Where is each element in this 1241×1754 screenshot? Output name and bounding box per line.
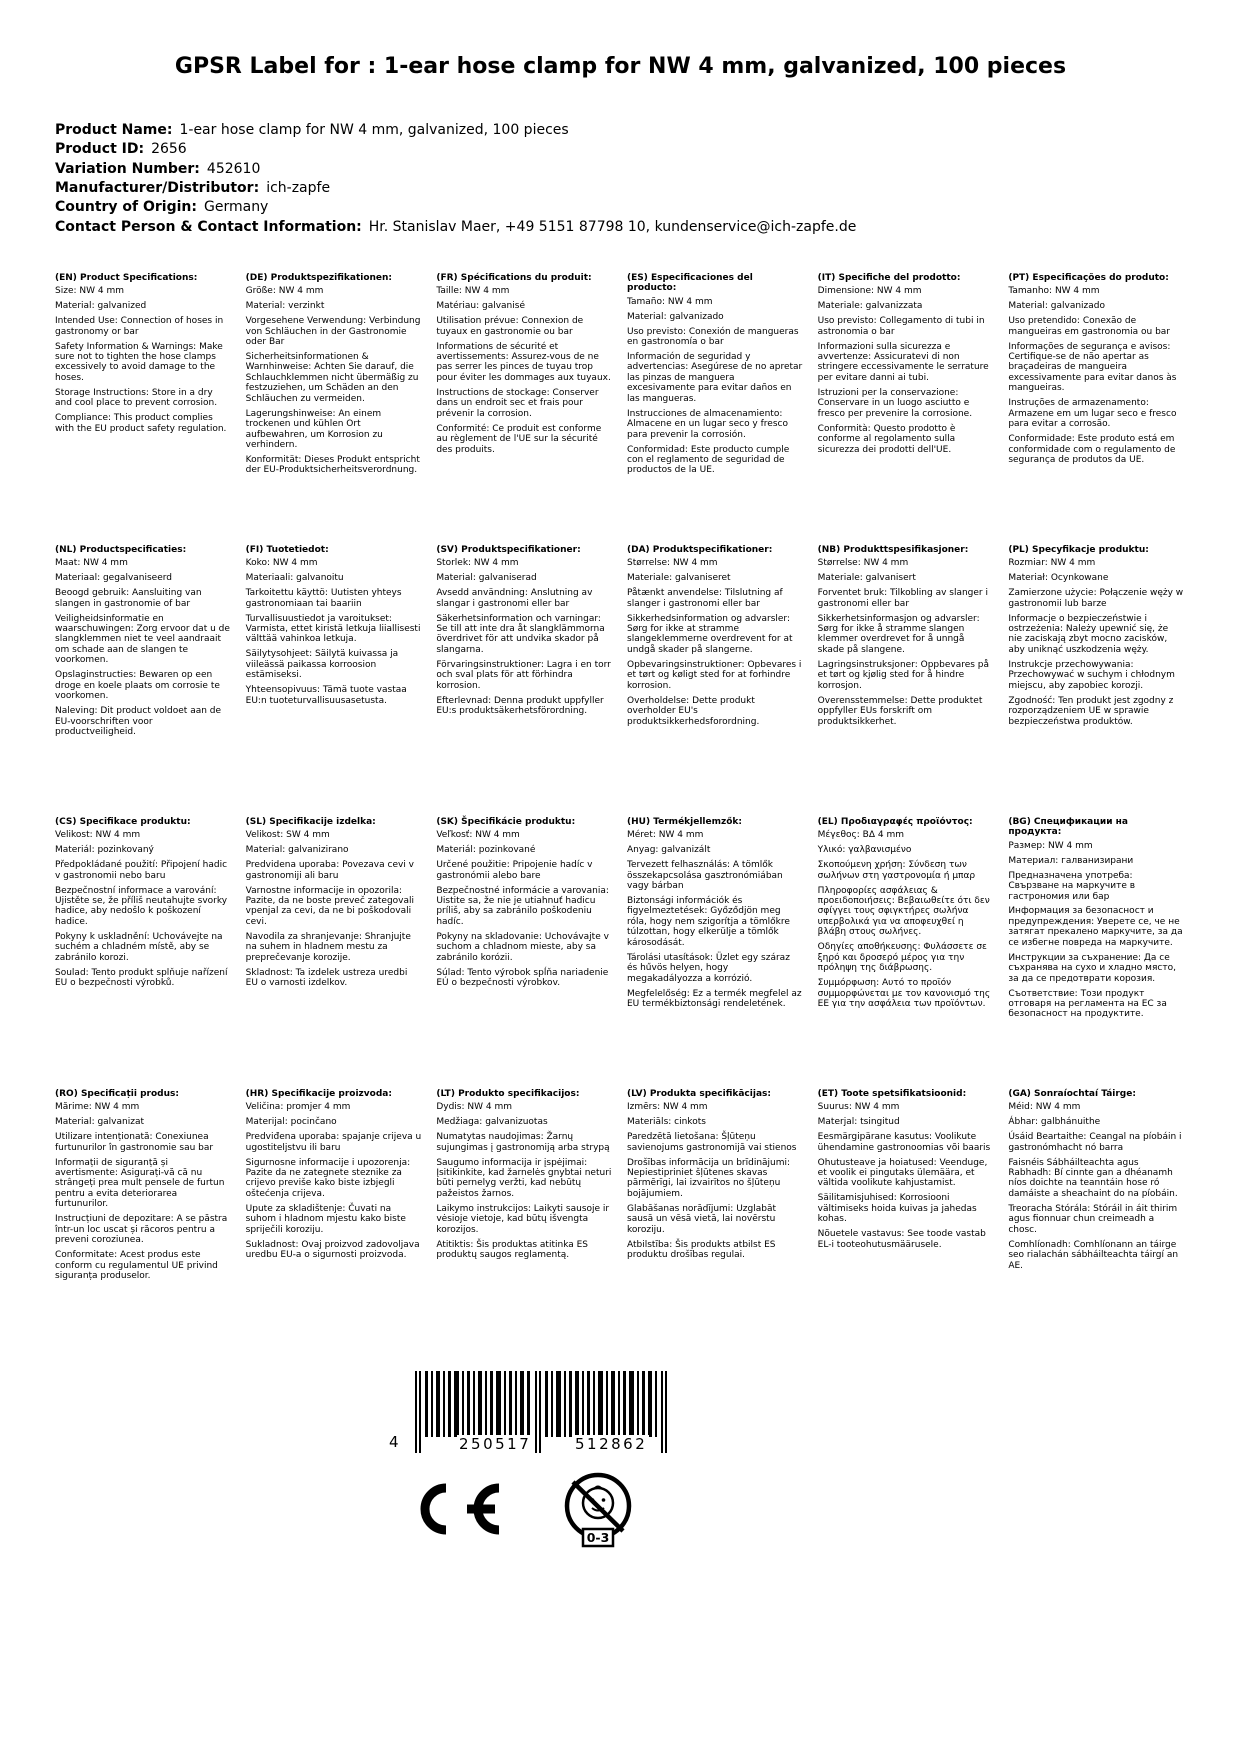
contact-row <box>55 218 1186 237</box>
spec-paragraph: Overensstemmelse: Dette produktet oppfyller EUs forskrift om produktsikkerhet. <box>817 695 983 727</box>
spec-paragraph: Konformität: Dieses Produkt entspricht der EU-Produktsicherheitsverordnung. <box>245 454 420 476</box>
age-warning-0-3-icon <box>561 1467 637 1553</box>
spec-paragraph: Størrelse: NW 4 mm <box>627 558 718 569</box>
language-block-et <box>818 1089 996 1255</box>
language-block-ro <box>55 1089 233 1286</box>
age-warning-label: 0-3 <box>586 1529 610 1545</box>
product-id-value: 2656 <box>151 141 187 158</box>
spec-paragraph: Size: NW 4 mm <box>55 286 124 297</box>
language-block-sv <box>436 545 614 721</box>
spec-paragraph: Съответствие: Този продукт отговаря на регламента на ЕС за безопасност на продуктите. <box>1008 988 1167 1020</box>
spec-paragraph: Saugumo informacija ir įspėjimai: Įsitikinkite, kad žarnelės gnybtai neturi būti pernelyg veržti, kad nebūtų pažeistos žarnos. <box>436 1157 612 1199</box>
spec-paragraph: Uso pretendido: Conexão de mangueiras em gastronomia ou bar <box>1008 316 1171 337</box>
spec-paragraph: Materiale: galvaniseret <box>627 573 731 584</box>
language-block-da <box>627 545 805 732</box>
spec-paragraph: Matériau: galvanisé <box>436 301 525 312</box>
spec-paragraph: Opslaginstructies: Bewaren op een droge en koele plaats om corrosie te voorkomen. <box>55 670 220 702</box>
spec-paragraph: Informații de siguranță și avertismente: Asigurați-vă că nu strângeți prea mult pensele de furtun pentru a evita deteriorarea furtunurilor. <box>55 1157 225 1210</box>
spec-paragraph: Maat: NW 4 mm <box>55 558 128 569</box>
spec-paragraph: Materiaal: gegalvaniseerd <box>55 573 173 584</box>
spec-paragraph: Instruções de armazenamento: Armazene em um lugar seco e fresco para evitar a corrosão. <box>1008 398 1177 430</box>
spec-paragraph: Sikkerhedsinformation og advarsler: Sørg for ikke at stramme slangeklemmerne overdrevent for at undgå skader på slangerne. <box>627 613 793 655</box>
barcode-group1-digits: 250517 <box>459 1434 532 1453</box>
spec-paragraph: Tervezett felhasználás: A tömlők összekapcsolása gasztronómiában vagy bárban <box>627 860 783 892</box>
spec-paragraph: Koko: NW 4 mm <box>245 558 318 569</box>
spec-paragraph: Lagringsinstruksjoner: Oppbevares på et tørt og kjølig sted for å hindre korrosjon. <box>817 659 990 691</box>
spec-paragraph: Material: galvanizat <box>55 1117 144 1128</box>
language-block-header: (LV) Produkta specifikācijas: <box>627 1088 771 1099</box>
spec-paragraph: Safety Information & Warnings: Make sure not to tighten the hose clamps excessively to avoid damage to the hoses. <box>55 341 223 383</box>
spec-paragraph: Sicherheitsinformationen & Warnhinweise: Achten Sie darauf, die Schlauchklemmen nicht übermäßig zu festzuziehen, um Schäden an den Schläuchen zu vermeiden. <box>245 352 419 404</box>
product-id-row <box>55 140 1186 159</box>
spec-paragraph: Υλικό: γαλβανισμένο <box>817 845 912 856</box>
spec-paragraph: Treoracha Stórála: Stóráil in áit thirim agus fionnuar chun creimeadh a chosc. <box>1008 1203 1178 1235</box>
spec-paragraph: Material: galvanizirano <box>245 845 349 856</box>
spec-paragraph: Tarkoitettu käyttö: Uutisten yhteys gastronomiaan tai baariin <box>245 588 402 609</box>
language-block-de <box>246 273 424 480</box>
language-block-body <box>818 1102 994 1250</box>
spec-paragraph: Numatytas naudojimas: Žarnų sujungimas į gastronomiją arba strypą <box>436 1132 610 1153</box>
language-block-hr <box>246 1089 424 1265</box>
spec-paragraph: Μέγεθος: ΒΔ 4 mm <box>817 830 904 841</box>
spec-paragraph: Veiligheidsinformatie en waarschuwingen: Zorg ervoor dat u de slangklemmen niet te veel aandraait om schade aan de slangen te voorkomen. <box>55 613 230 666</box>
language-block-header: (GA) Sonraíochtaí Táirge: <box>1008 1088 1136 1099</box>
language-block-nl <box>55 545 233 742</box>
language-block-body <box>818 286 994 455</box>
spec-paragraph: Pokyny na skladovanie: Uchovávajte v suchom a chladnom mieste, aby sa zabránilo korózii. <box>436 931 609 963</box>
spec-paragraph: Suurus: NW 4 mm <box>817 1102 900 1113</box>
language-block-header: (CS) Specifikace produktu: <box>55 816 191 827</box>
spec-paragraph: Materiale: galvanisert <box>817 573 916 584</box>
language-block-body <box>246 286 422 476</box>
spec-paragraph: Οδηγίες αποθήκευσης: Φυλάσσετε σε ξηρό και δροσερό μέρος για την πρόληψη της διάβρωσης. <box>817 942 987 974</box>
spec-paragraph: Πληροφορίες ασφάλειας & προειδοποιήσεις: Βεβαιωθείτε ότι δεν σφίγγει τους σφιγκτήρες σωλήνα υπερβολικά για να αποφευχθεί η βλάβη στους σωλήνες. <box>817 885 990 938</box>
spec-paragraph: Turvallisuustiedot ja varoitukset: Varmista, ettet kiristä letkuja liiallisesti välttää vahinkoa letkuja. <box>245 613 421 645</box>
spec-paragraph: Tamanho: NW 4 mm <box>1008 286 1100 297</box>
spec-paragraph: Mărime: NW 4 mm <box>55 1102 140 1113</box>
spec-paragraph: Dimensione: NW 4 mm <box>817 286 922 297</box>
spec-paragraph: Utilizare intenționată: Conexiunea furtunurilor în gastronomie sau bar <box>55 1132 214 1153</box>
language-block-header: (BG) Спецификации на продукта: <box>1008 816 1128 838</box>
manufacturer-row <box>55 179 1186 198</box>
spec-paragraph: Soulad: Tento produkt splňuje nařízení EU o bezpečnosti výrobků. <box>55 967 228 989</box>
spec-paragraph: Material: galvanizado <box>1008 301 1106 312</box>
spec-paragraph: Overholdelse: Dette produkt overholder EU's produktsikkerhedsforordning. <box>627 695 760 727</box>
spec-paragraph: Glabāšanas norādījumi: Uzglabāt sausā un vēsā vietā, lai novērstu koroziju. <box>627 1203 776 1235</box>
spec-paragraph: Medžiaga: galvanizuotas <box>436 1117 548 1128</box>
country-of-origin-value: Germany <box>204 199 269 216</box>
product-id-label: Product ID: <box>55 141 145 158</box>
spec-paragraph: Uso previsto: Conexión de mangueras en gastronomía o bar <box>627 326 799 348</box>
language-block-body <box>436 558 612 716</box>
language-block-fi <box>246 545 424 711</box>
spec-paragraph: Predvidena uporaba: Povezava cevi v gastronomiji ali baru <box>245 860 415 881</box>
spec-paragraph: Méid: NW 4 mm <box>1008 1102 1081 1113</box>
spec-paragraph: Materjal: tsingitud <box>817 1117 900 1128</box>
language-block-body <box>55 558 231 737</box>
spec-paragraph: Veľkosť: NW 4 mm <box>436 830 520 841</box>
spec-paragraph: Материал: галванизирани <box>1008 855 1134 866</box>
spec-paragraph: Efterlevnad: Denna produkt uppfyller EU:s produktsäkerhetsförordning. <box>436 695 604 717</box>
language-block-header: (FR) Spécifications du produit: <box>436 272 592 283</box>
spec-paragraph: Lagerungshinweise: An einem trockenen und kühlen Ort aufbewahren, um Korrosion zu verhindern. <box>245 408 383 451</box>
spec-paragraph: Conformité: Ce produit est conforme au règlement de l'UE sur la sécurité des produits. <box>436 423 602 455</box>
spec-paragraph: Förvaringsinstruktioner: Lagra i en torr och sval plats för att förhindra korrosion. <box>436 659 611 691</box>
spec-paragraph: Yhteensopivuus: Tämä tuote vastaa EU:n tuoteturvallisuusasetusta. <box>245 685 407 706</box>
spec-paragraph: Ohutusteave ja hoiatused: Veenduge, et voolik ei pingutaks ülemäära, et vältida voolikute kahjustamist. <box>817 1157 988 1189</box>
spec-paragraph: Påtænkt anvendelse: Tilslutning af slanger i gastronomi eller bar <box>627 588 783 609</box>
spec-paragraph: Velikost: NW 4 mm <box>55 830 141 841</box>
language-block-sk <box>436 817 614 993</box>
language-block-header: (SL) Specifikacije izdelka: <box>245 816 376 827</box>
language-block-header: (RO) Specificații produs: <box>55 1088 179 1099</box>
language-block-header: (PL) Specyfikacje produktu: <box>1008 544 1149 555</box>
spec-paragraph: Storage Instructions: Store in a dry and cool place to prevent corrosion. <box>55 387 218 409</box>
spec-paragraph: Conformidad: Este producto cumple con el reglamento de seguridad de productos de la UE. <box>627 444 790 476</box>
country-of-origin-label: Country of Origin: <box>55 199 197 216</box>
bottom-section <box>55 1361 1186 1681</box>
spec-paragraph: Vorgesehene Verwendung: Verbindung von Schläuchen in der Gastronomie oder Bar <box>245 316 421 348</box>
language-block-header: (ES) Especificaciones del producto: <box>627 272 753 294</box>
spec-paragraph: Informations de sécurité et avertissements: Assurez-vous de ne pas serrer les pinces de tuyau trop pour éviter les dommages aux tuyaux. <box>436 341 611 383</box>
language-block-header: (FI) Tuotetiedot: <box>245 544 329 555</box>
language-block-cs <box>55 817 233 993</box>
spec-paragraph: Eesmärgipärane kasutus: Voolikute ühendamine gastronoomias või baaris <box>817 1132 991 1153</box>
spec-paragraph: Instructions de stockage: Conserver dans un endroit sec et frais pour prévenir la corrosion. <box>436 387 599 419</box>
manufacturer-value: ich-zapfe <box>266 179 331 196</box>
spec-paragraph: Información de seguridad y advertencias: Asegúrese de no apretar las pinzas de manguera excesivamente para evitar daños en las mangueras. <box>627 352 803 404</box>
spec-paragraph: Materiál: pozinkované <box>436 845 536 856</box>
spec-paragraph: Rozmiar: NW 4 mm <box>1008 558 1096 569</box>
spec-paragraph: Säilytysohjeet: Säilytä kuivassa ja viileässä paikassa korroosion estämiseksi. <box>245 649 399 681</box>
language-block-body <box>1008 558 1184 727</box>
language-block-lv <box>627 1089 805 1265</box>
language-block-body <box>436 830 612 988</box>
product-name-value: 1-ear hose clamp for NW 4 mm, galvanized, 100 pieces <box>179 122 569 139</box>
spec-paragraph: Nõuetele vastavus: See toode vastab EL-i tooteohutusmäärusele. <box>817 1229 986 1250</box>
spec-paragraph: Súlad: Tento výrobok spĺňa nariadenie EÚ o bezpečnosti výrobkov. <box>436 967 609 989</box>
spec-paragraph: Navodila za shranjevanje: Shranjujte na suhem in hladnem mestu za preprečevanje korozije. <box>245 931 411 963</box>
spec-paragraph: Biztonsági információk és figyelmeztetések: Győződjön meg róla, hogy nem szigorítja a tömlőkre túlzottan, hogy elkerülje a tömlők károsodását. <box>627 896 790 948</box>
contact-label: Contact Person & Contact Information: <box>55 218 362 235</box>
spec-paragraph: Predviđena uporaba: spajanje crijeva u ugostiteljstvu ili baru <box>245 1132 422 1153</box>
spec-paragraph: Material: galvanized <box>55 301 147 312</box>
spec-paragraph: Materijal: pocinčano <box>245 1117 337 1128</box>
spec-paragraph: Информация за безопасност и предупреждения: Уверете се, че не затягат прекалено маркучите, за да се избегне повреда на маркучите. <box>1008 906 1183 948</box>
spec-paragraph: Bezpečnostní informace a varování: Ujistěte se, že příliš neutahujte svorky hadice, aby nedošlo k poškození hadice. <box>55 885 228 927</box>
spec-paragraph: Størrelse: NW 4 mm <box>817 558 909 569</box>
language-block-body <box>55 1102 231 1281</box>
spec-paragraph: Istruzioni per la conservazione: Conservare in un luogo asciutto e fresco per prevenire la corrosione. <box>817 387 973 419</box>
spec-paragraph: Megfelelőség: Ez a termék megfelel az EU termékbiztonsági rendeletének. <box>627 988 802 1009</box>
language-block-header: (SV) Produktspecifikationer: <box>436 544 581 555</box>
spec-paragraph: Atitiktis: Šis produktas atitinka ES produktų saugos reglamentą. <box>436 1239 589 1261</box>
spec-paragraph: Informazioni sulla sicurezza e avvertenze: Assicuratevi di non stringere eccessivamente le serrature per evitare danni ai tubi. <box>817 341 989 383</box>
spec-paragraph: Izmērs: NW 4 mm <box>627 1102 708 1113</box>
spec-paragraph: Zgodność: Ten produkt jest zgodny z rozporządzeniem UE w sprawie bezpieczeństwa produktów. <box>1008 695 1174 727</box>
language-block-it <box>818 273 996 460</box>
spec-paragraph: Material: galvaniserad <box>436 573 537 584</box>
spec-paragraph: Avsedd användning: Anslutning av slangar i gastronomi eller bar <box>436 588 593 609</box>
spec-paragraph: Informacje o bezpieczeństwie i ostrzeżenia: Należy upewnić się, że nie zaciskają zbyt mocno zacisków, aby uniknąć uszkodzenia węży. <box>1008 613 1169 655</box>
language-block-header: (DE) Produktspezifikationen: <box>245 272 393 283</box>
spec-paragraph: Conformitate: Acest produs este conform cu regulamentul UE privind siguranța produselor. <box>55 1250 218 1281</box>
language-block-header: (EN) Product Specifications: <box>55 272 198 283</box>
language-block-body <box>246 558 422 706</box>
spec-paragraph: Předpokládané použití: Připojení hadic v gastronomii nebo baru <box>55 860 228 881</box>
spec-paragraph: Veličina: promjer 4 mm <box>245 1102 351 1113</box>
spec-paragraph: Utilisation prévue: Connexion de tuyaux en gastronomie ou bar <box>436 316 584 337</box>
language-block-body <box>246 830 422 988</box>
ce-mark-icon <box>405 1479 509 1539</box>
language-block-header: (IT) Specifiche del prodotto: <box>817 272 961 283</box>
language-grid <box>55 273 1186 1361</box>
spec-paragraph: Méret: NW 4 mm <box>627 830 704 841</box>
language-block-pl <box>1008 545 1186 732</box>
spec-paragraph: Paredzētā lietošana: Šļūteņu savienojums gastronomijā vai stienos <box>627 1132 797 1153</box>
product-name-row <box>55 121 1186 140</box>
spec-paragraph: Zamierzone użycie: Połączenie węży w gastronomii lub barze <box>1008 588 1184 609</box>
spec-paragraph: Conformidade: Este produto está em conformidade com o regulamento de segurança de produtos da UE. <box>1008 434 1176 465</box>
language-block-body <box>1008 286 1184 465</box>
language-block-header: (LT) Produkto specifikacijos: <box>436 1088 580 1099</box>
spec-paragraph: Säkerhetsinformation och varningar: Se till att inte dra åt slangklämmorna överdrivet för att undvika skador på slangarna. <box>436 613 605 655</box>
spec-paragraph: Предназначена употреба: Свързване на маркучите в гастрономия или бар <box>1008 870 1136 902</box>
language-block-body <box>627 558 803 727</box>
spec-paragraph: Určené použitie: Pripojenie hadíc v gastronómii alebo bare <box>436 860 593 881</box>
spec-paragraph: Naleving: Dit product voldoet aan de EU-voorschriften voor productveiligheid. <box>55 706 222 737</box>
spec-paragraph: Forventet bruk: Tilkobling av slanger i gastronomi eller bar <box>817 588 988 609</box>
spec-paragraph: Συμμόρφωση: Αυτό το προϊόν συμμορφώνεται με τον κανονισμό της ΕΕ για την ασφάλεια των προϊόντων. <box>817 978 991 1009</box>
language-block-header: (HR) Specifikacije proizvoda: <box>245 1088 392 1099</box>
spec-paragraph: Инструкции за съхранение: Да се съхранява на сухо и хладно място, за да се предотврати корозия. <box>1008 952 1176 984</box>
language-block-header: (EL) Προδιαγραφές προϊόντος: <box>817 816 973 827</box>
language-block-pt <box>1008 273 1186 470</box>
spec-paragraph: Instrucciones de almacenamiento: Almacene en un lugar seco y fresco para prevenir la corrosión. <box>627 408 788 440</box>
language-block-body <box>818 830 994 1009</box>
spec-paragraph: Faisnéis Sábháilteachta agus Rabhadh: Bí cinnte gan a dhéanamh níos doichte na teanntáin hose ró damáiste a sheachaint do na píobáin. <box>1008 1157 1178 1199</box>
spec-paragraph: Tamaño: NW 4 mm <box>627 296 713 307</box>
spec-paragraph: Materiaali: galvanoitu <box>245 573 344 584</box>
language-block-header: (SK) Špecifikácie produktu: <box>436 816 576 827</box>
spec-paragraph: Atbilstība: Šis produkts atbilst ES produktu drošības regulai. <box>627 1239 776 1261</box>
spec-paragraph: Instrukcje przechowywania: Przechowywać w suchym i chłodnym miejscu, aby zapobiec korozji. <box>1008 659 1175 691</box>
language-block-header: (DA) Produktspecifikationer: <box>627 544 773 555</box>
language-block-header: (HU) Termékjellemzők: <box>627 816 743 827</box>
spec-paragraph: Pokyny k uskladnění: Uchovávejte na suchém a chladném místě, aby se zabránilo korozi. <box>55 931 223 963</box>
language-block-header: (PT) Especificações do produto: <box>1008 272 1169 283</box>
spec-paragraph: Dydis: NW 4 mm <box>436 1102 512 1113</box>
spec-paragraph: Instrucțiuni de depozitare: A se păstra într-un loc uscat și răcoros pentru a preveni coroziunea. <box>55 1214 228 1246</box>
language-block-body <box>627 830 803 1009</box>
language-block-header: (NL) Productspecificaties: <box>55 544 187 555</box>
spec-paragraph: Säilitamisjuhised: Korrosiooni vältimiseks hoida kuivas ja jahedas kohas. <box>817 1193 977 1225</box>
spec-paragraph: Sukladnost: Ovaj proizvod zadovoljava uredbu EU-a o sigurnosti proizvoda. <box>245 1239 420 1261</box>
spec-paragraph: Σκοπούμενη χρήση: Σύνδεση των σωλήνων στη γαστρονομία ή μπαρ <box>817 860 976 881</box>
spec-paragraph: Drošības informācija un brīdinājumi: Nepiestipriniet šļūtenes skavas pārmērīgi, lai izvairītos no šļūteņu bojājumiem. <box>627 1157 791 1199</box>
spec-paragraph: Velikost: SW 4 mm <box>245 830 330 841</box>
variation-number-value: 452610 <box>206 160 261 177</box>
spec-paragraph: Compliance: This product complies with the EU product safety regulation. <box>55 413 227 434</box>
language-block-nb <box>818 545 996 732</box>
spec-paragraph: Uso previsto: Collegamento di tubi in astronomia o bar <box>817 316 985 337</box>
language-block-body <box>436 1102 612 1260</box>
language-block-body <box>818 558 994 727</box>
spec-paragraph: Размер: NW 4 mm <box>1008 840 1093 851</box>
language-block-ga <box>1008 1089 1186 1276</box>
spec-paragraph: Upute za skladištenje: Čuvati na suhom i hladnom mjestu kako biste spriječili koroziju. <box>245 1203 406 1235</box>
barcode-prefix-digit: 4 <box>389 1432 399 1451</box>
language-block-body <box>55 830 231 988</box>
spec-paragraph: Úsáid Beartaithe: Ceangal na píobáin i gastronómhacht nó barra <box>1008 1132 1182 1153</box>
language-block-el <box>818 817 996 1014</box>
language-block-sl <box>246 817 424 993</box>
spec-paragraph: Conformità: Questo prodotto è conforme al regolamento sulla sicurezza dei prodotti dell'UE. <box>817 423 956 455</box>
page-title: GPSR Label for : 1-ear hose clamp for NW 4 mm, galvanized, 100 pieces <box>174 54 1067 79</box>
manufacturer-label: Manufacturer/Distributor: <box>55 179 260 196</box>
product-name-label: Product Name: <box>55 122 173 139</box>
age-warning-mark <box>561 1467 637 1557</box>
spec-paragraph: Laikymo instrukcijos: Laikyti sausoje ir vėsioje vietoje, kad būtų išvengta korozijos. <box>436 1203 610 1235</box>
variation-number-label: Variation Number: <box>55 160 200 177</box>
barcode <box>385 1371 695 1463</box>
spec-paragraph: Sigurnosne informacije i upozorenja: Pazite da ne zategnete steznike za crijevo previše kako biste izbjegli oštećenja crijeva. <box>245 1157 411 1199</box>
spec-paragraph: Varnostne informacije in opozorila: Pazite, da ne boste preveč zategovali vpenjal za cevi, da ne bi poškodovali cevi. <box>245 885 415 927</box>
spec-paragraph: Storlek: NW 4 mm <box>436 558 519 569</box>
language-block-body <box>1008 1102 1184 1271</box>
variation-number-row <box>55 160 1186 179</box>
language-block-hu <box>627 817 805 1014</box>
spec-paragraph: Comhlíonadh: Comhlíonann an táirge seo rialachán sábháilteachta táirgí an AE. <box>1008 1239 1179 1271</box>
language-block-fr <box>436 273 614 460</box>
spec-paragraph: Anyag: galvanizált <box>627 845 711 856</box>
spec-paragraph: Material: verzinkt <box>245 301 325 312</box>
spec-paragraph: Sikkerhetsinformasjon og advarsler: Sørg for ikke å stramme slangen klemmer overdrevet for å unngå skade på slangene. <box>817 613 980 655</box>
language-block-header: (NB) Produkttspesifikasjoner: <box>817 544 969 555</box>
spec-paragraph: Materiāls: cinkots <box>627 1117 706 1128</box>
spec-paragraph: Tárolási utasítások: Üzlet egy száraz és hűvös helyen, hogy megakadályozza a korrózió. <box>627 952 790 984</box>
spec-paragraph: Intended Use: Connection of hoses in gastronomy or bar <box>55 316 224 337</box>
spec-paragraph: Materiál: pozinkovaný <box>55 845 154 856</box>
spec-paragraph: Informações de segurança e avisos: Certifique-se de não apertar as braçadeiras de mangueira excessivamente para evitar danos às mangueiras. <box>1008 341 1177 394</box>
spec-paragraph: Größe: NW 4 mm <box>245 286 324 297</box>
spec-paragraph: Bezpečnostné informácie a varovania: Uistite sa, že nie je utiahnuť hadicu príliš, aby sa zabránilo poškodeniu hadíc. <box>436 885 609 927</box>
language-block-body <box>55 286 231 434</box>
language-block-body <box>627 297 803 476</box>
language-block-body <box>1008 841 1184 1020</box>
spec-paragraph: Ábhar: galbhánuithe <box>1008 1117 1101 1128</box>
language-block-body <box>246 1102 422 1260</box>
country-of-origin-row <box>55 198 1186 217</box>
spec-paragraph: Beoogd gebruik: Aansluiting van slangen in gastronomie of bar <box>55 588 202 609</box>
barcode-group2-digits: 512862 <box>575 1434 648 1453</box>
spec-paragraph: Taille: NW 4 mm <box>436 286 510 297</box>
product-info <box>55 121 1186 237</box>
contact-value: Hr. Stanislav Maer, +49 5151 87798 10, kundenservice@ich-zapfe.de <box>368 218 857 235</box>
spec-paragraph: Skladnost: Ta izdelek ustreza uredbi EU o varnosti izdelkov. <box>245 967 408 989</box>
language-block-header: (ET) Toote spetsifikatsioonid: <box>817 1088 967 1099</box>
spec-paragraph: Material: galvanizado <box>627 311 724 322</box>
language-block-body <box>627 1102 803 1260</box>
ce-mark <box>405 1479 509 1543</box>
language-block-en <box>55 273 233 439</box>
language-block-body <box>436 286 612 455</box>
spec-paragraph: Materiale: galvanizzata <box>817 301 923 312</box>
spec-paragraph: Opbevaringsinstruktioner: Opbevares i et tørt og køligt sted for at forhindre korrosion. <box>627 659 802 691</box>
spec-paragraph: Materiał: Ocynkowane <box>1008 573 1109 584</box>
language-block-es <box>627 273 805 480</box>
language-block-lt <box>436 1089 614 1265</box>
language-block-bg <box>1008 817 1186 1024</box>
